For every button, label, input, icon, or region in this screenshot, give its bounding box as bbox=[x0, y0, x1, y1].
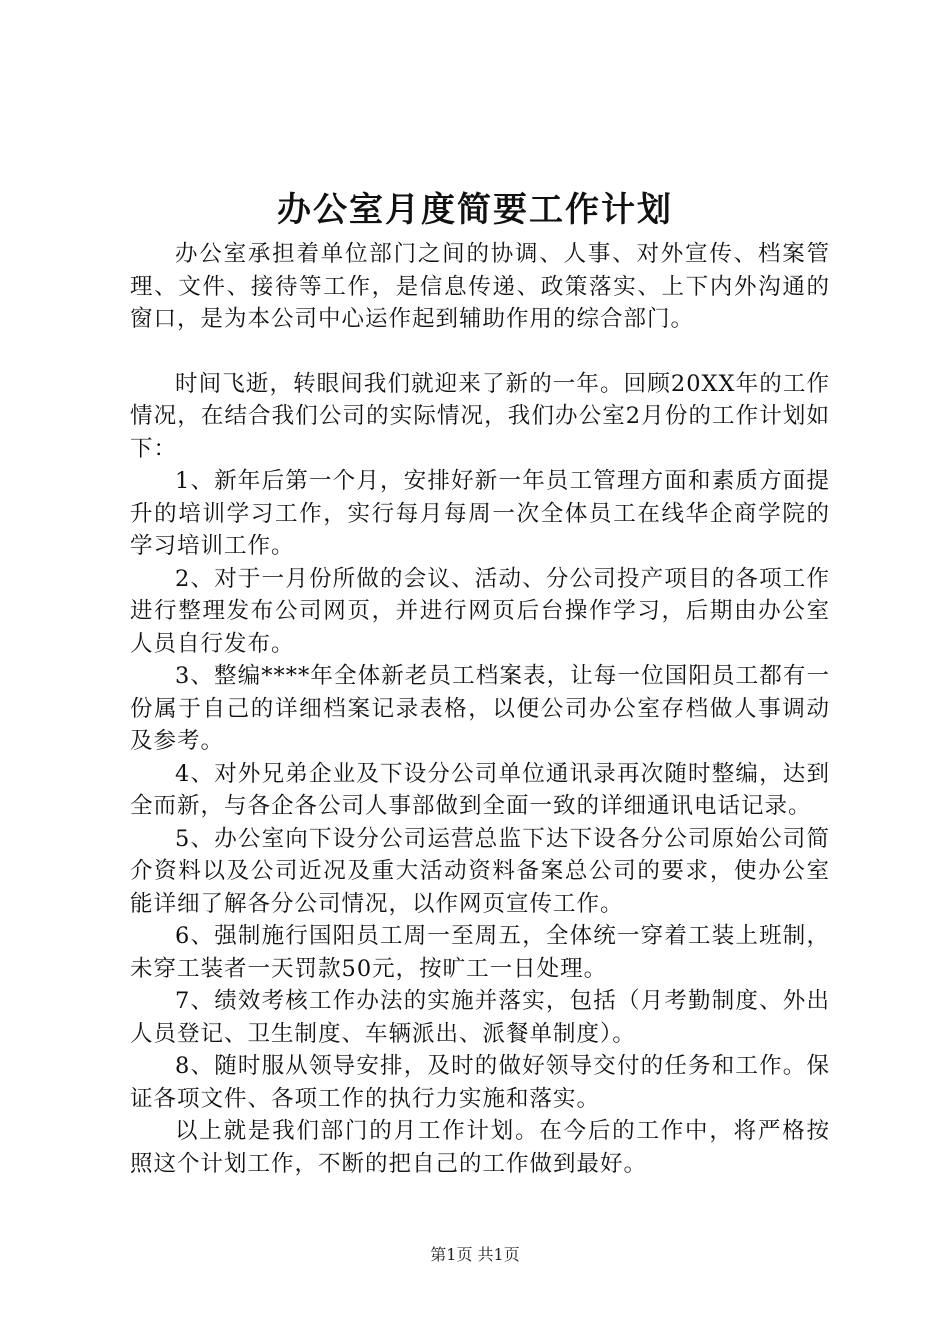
plan-item-8: 8、随时服从领导安排，及时的做好领导交付的任务和工作。保证各项文件、各项工作的执行力实施和落实。 bbox=[130, 1053, 830, 1112]
plan-item-3: 3、整编****年全体新老员工档案表，让每一位国阳员工都有一份属于自己的详细档案记录表格，以便公司办公室存档做人事调动及参考。 bbox=[130, 663, 830, 754]
closing-paragraph: 以上就是我们部门的月工作计划。在今后的工作中，将严格按照这个计划工作，不断的把自己的工作做到最好。 bbox=[130, 1118, 830, 1177]
document-body bbox=[130, 238, 830, 1180]
plan-item-4: 4、对外兄弟企业及下设分公司单位通讯录再次随时整编，达到全而新，与各企各公司人事部做到全面一致的详细通讯电话记录。 bbox=[130, 760, 830, 819]
lead-paragraph: 时间飞逝，转眼间我们就迎来了新的一年。回顾20XX年的工作情况，在结合我们公司的实际情况，我们办公室2月份的工作计划如下： bbox=[130, 370, 830, 462]
plan-item-2: 2、对于一月份所做的会议、活动、分公司投产项目的各项工作进行整理发布公司网页，并进行网页后台操作学习，后期由办公室人员自行发布。 bbox=[130, 565, 830, 657]
plan-item-5: 5、办公室向下设分公司运营总监下达下设各分公司原始公司简介资料以及公司近况及重大活动资料备案总公司的要求，使办公室能详细了解各分公司情况，以作网页宣传工作。 bbox=[130, 825, 830, 917]
plan-item-6: 6、强制施行国阳员工周一至周五，全体统一穿着工装上班制，未穿工装者一天罚款50元，按旷工一日处理。 bbox=[130, 923, 830, 982]
page-footer: 第1页 共1页 bbox=[430, 1245, 520, 1264]
plan-item-1: 1、新年后第一个月，安排好新一年员工管理方面和素质方面提升的培训学习工作，实行每月每周一次全体员工在线华企商学院的学习培训工作。 bbox=[130, 468, 830, 559]
document-title: 办公室月度简要工作计划 bbox=[277, 190, 673, 230]
paragraph-spacer bbox=[130, 336, 830, 368]
intro-paragraph: 办公室承担着单位部门之间的协调、人事、对外宣传、档案管理、文件、接待等工作，是信息传递、政策落实、上下内外沟通的窗口，是为本公司中心运作起到辅助作用的综合部门。 bbox=[130, 241, 830, 332]
plan-item-7: 7、绩效考核工作办法的实施并落实，包括（月考勤制度、外出人员登记、卫生制度、车辆派出、派餐单制度）。 bbox=[130, 988, 830, 1047]
